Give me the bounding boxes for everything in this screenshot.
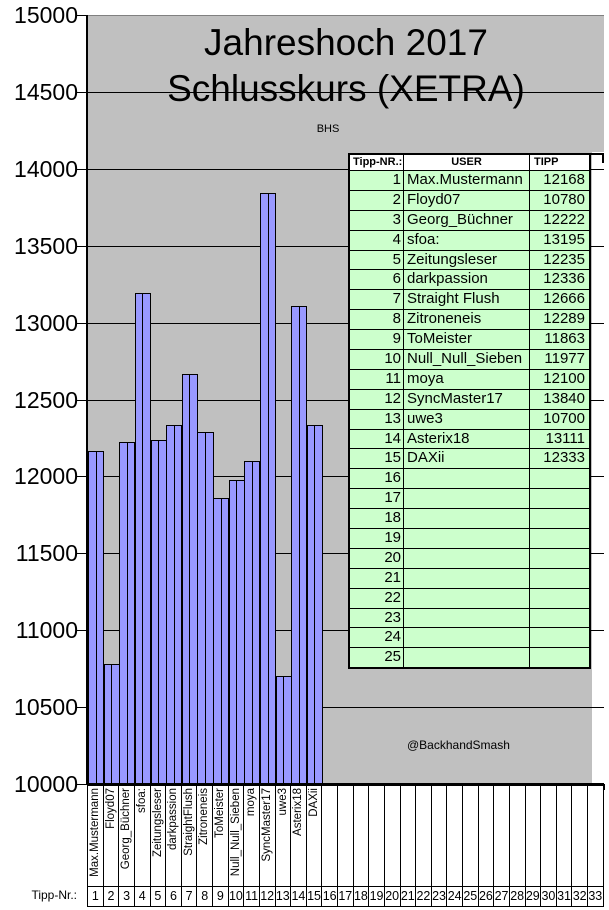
table-cell-user: Asterix18 (404, 430, 530, 450)
y-axis-label: 10000 (14, 771, 78, 797)
x-label-name: Zitroneneis (198, 788, 211, 845)
table-cell-tipp: 11863 (530, 330, 589, 350)
x-label-name: Null_Null_Sieben (229, 788, 242, 877)
x-label-name: moya (245, 788, 258, 817)
table-cell-nr: 10 (350, 350, 404, 370)
x-label-name-cell (447, 786, 463, 886)
x-label-name-cell (432, 786, 448, 886)
x-label-number: 3 (119, 887, 135, 906)
table-cell-tipp (530, 529, 589, 549)
x-label-number: 5 (151, 887, 167, 906)
bar-13 (276, 676, 292, 784)
x-label-name: SyncMaster17 (260, 788, 273, 862)
x-axis-title: Tipp-Nr.: (31, 888, 77, 902)
table-cell-tipp (530, 509, 589, 529)
x-label-name-cell (213, 786, 229, 886)
table-cell-user: moya (404, 370, 530, 390)
x-label-name-cell (166, 786, 182, 886)
table-cell-user (404, 549, 530, 569)
x-label-number: 15 (307, 887, 323, 906)
table-cell-nr: 8 (350, 310, 404, 330)
table-cell-nr: 18 (350, 509, 404, 529)
x-label-number: 4 (135, 887, 151, 906)
table-cell-tipp: 12666 (530, 290, 589, 310)
table-cell-user: darkpassion (404, 270, 530, 290)
table-cell-user: SyncMaster17 (404, 390, 530, 410)
y-axis-label: 11500 (15, 540, 78, 567)
table-cell-user (404, 489, 530, 509)
x-label-name-cell (526, 786, 542, 886)
table-cell-user: Straight Flush (404, 290, 530, 310)
table-cell-nr: 11 (350, 370, 404, 390)
bar-15 (307, 425, 323, 784)
x-label-number: 14 (291, 887, 307, 906)
table-cell-tipp (530, 469, 589, 489)
table-cell-tipp: 12289 (530, 310, 589, 330)
table-cell-nr: 20 (350, 549, 404, 569)
x-label-number: 22 (416, 887, 432, 906)
x-label-name-cell (463, 786, 479, 886)
x-label-number: 17 (338, 887, 354, 906)
watermark-text: @BackhandSmash (407, 738, 510, 752)
x-label-name-cell (244, 786, 260, 886)
x-label-number: 28 (510, 887, 526, 906)
x-label-name-cell (416, 786, 432, 886)
x-label-number: 20 (385, 887, 401, 906)
table-cell-nr: 17 (350, 489, 404, 509)
table-cell-user (404, 609, 530, 629)
x-label-name-cell (510, 786, 526, 886)
table-cell-nr: 7 (350, 290, 404, 310)
x-label-number: 19 (369, 887, 385, 906)
table-cell-nr: 12 (350, 390, 404, 410)
y-axis-label: 11000 (15, 617, 78, 644)
x-label-number: 6 (166, 887, 182, 906)
x-label-name: darkpassion (167, 788, 180, 851)
x-axis-name-labels-row (87, 785, 604, 887)
y-axis-label: 13500 (14, 232, 78, 259)
x-label-name: ToMeister (214, 788, 226, 838)
table-cell-user (404, 569, 530, 589)
tip-table-header-user: USER (404, 155, 530, 171)
table-cell-user: ToMeister (404, 330, 530, 350)
table-cell-tipp: 12222 (530, 211, 589, 231)
y-axis-label: 14000 (14, 155, 78, 182)
y-axis-label: 13000 (14, 309, 78, 336)
x-label-name-cell (260, 786, 276, 886)
x-label-number: 9 (213, 887, 229, 906)
table-cell-nr: 5 (350, 251, 404, 271)
x-label-number: 7 (182, 887, 198, 906)
bar-12 (260, 193, 276, 784)
chart-title (88, 20, 604, 112)
x-label-name-cell (354, 786, 370, 886)
table-cell-tipp: 12168 (530, 171, 589, 191)
x-label-name: Max.Mustermann (89, 788, 101, 877)
table-cell-nr: 22 (350, 589, 404, 609)
table-cell-nr: 24 (350, 628, 404, 648)
table-cell-user (404, 628, 530, 648)
table-cell-user: Null_Null_Sieben (404, 350, 530, 370)
x-label-name-cell (322, 786, 338, 886)
table-cell-nr: 25 (350, 648, 404, 667)
x-label-name: DAXii (307, 788, 320, 817)
y-axis-label: 12500 (14, 386, 78, 413)
table-cell-user: Zeitungsleser (404, 251, 530, 271)
x-label-number: 2 (104, 887, 120, 906)
tip-table (348, 153, 591, 669)
x-label-name-cell (494, 786, 510, 886)
chart-title-line2: Schlusskurs (XETRA) (167, 68, 525, 109)
x-label-number: 12 (260, 887, 276, 906)
table-cell-nr: 19 (350, 529, 404, 549)
x-label-name-cell (151, 786, 167, 886)
chart-title-line1: Jahreshoch 2017 (204, 22, 488, 63)
x-label-name-cell (479, 786, 495, 886)
table-cell-nr: 15 (350, 449, 404, 469)
x-label-name-cell (291, 786, 307, 886)
x-label-name-cell (541, 786, 557, 886)
x-label-number: 24 (447, 887, 463, 906)
x-label-number: 1 (88, 887, 104, 906)
x-label-number: 27 (494, 887, 510, 906)
table-cell-tipp: 11977 (530, 350, 589, 370)
bar-11 (244, 461, 260, 784)
table-cell-tipp: 10700 (530, 410, 589, 430)
table-cell-tipp: 13195 (530, 231, 589, 251)
bar-7 (182, 374, 198, 784)
x-label-number: 29 (526, 887, 542, 906)
x-axis-number-labels-row (87, 887, 604, 907)
x-label-name-cell (135, 786, 151, 886)
x-label-name-cell (104, 786, 120, 886)
bar-5 (151, 440, 167, 784)
x-label-name: Zeitungsleser (151, 788, 164, 858)
table-cell-nr: 21 (350, 569, 404, 589)
bar-6 (166, 425, 182, 784)
table-cell-tipp (530, 648, 589, 667)
table-cell-tipp (530, 549, 589, 569)
x-label-name-cell (307, 786, 323, 886)
x-label-number: 18 (354, 887, 370, 906)
x-label-number: 11 (244, 887, 260, 906)
table-cell-tipp: 12336 (530, 270, 589, 290)
y-axis-label: 15000 (14, 2, 78, 28)
table-cell-nr: 6 (350, 270, 404, 290)
x-label-name: Asterix18 (292, 788, 305, 836)
y-axis-label: 10500 (14, 694, 78, 721)
plot-right-margin (592, 152, 609, 784)
table-cell-tipp (530, 489, 589, 509)
table-cell-tipp: 13111 (530, 430, 589, 450)
series-label-bhs: BHS (316, 123, 340, 135)
table-cell-user: DAXii (404, 449, 530, 469)
table-cell-tipp (530, 589, 589, 609)
x-label-name-cell (369, 786, 385, 886)
x-label-name-cell (557, 786, 573, 886)
x-label-name-cell (88, 786, 104, 886)
bar-1 (88, 451, 104, 784)
y-axis-label: 12000 (14, 463, 78, 490)
x-label-number: 23 (432, 887, 448, 906)
tip-table-extra-column-border (591, 153, 604, 163)
table-cell-nr: 4 (350, 231, 404, 251)
bar-10 (229, 480, 245, 784)
bar-8 (197, 432, 213, 784)
table-cell-user (404, 648, 530, 667)
x-label-number: 10 (229, 887, 245, 906)
x-label-name: Floyd07 (104, 788, 117, 829)
gridline (88, 15, 604, 16)
table-cell-user (404, 529, 530, 549)
table-cell-user: Zitroneneis (404, 310, 530, 330)
x-label-name-cell (385, 786, 401, 886)
table-cell-user (404, 509, 530, 529)
table-cell-tipp: 13840 (530, 390, 589, 410)
x-label-number: 33 (588, 887, 604, 906)
table-cell-user: sfoa: (404, 231, 530, 251)
table-cell-tipp (530, 609, 589, 629)
table-cell-user: Floyd07 (404, 191, 530, 211)
table-cell-tipp: 12100 (530, 370, 589, 390)
table-cell-user: Max.Mustermann (404, 171, 530, 191)
tip-table-header-nr: Tipp-NR.: (350, 155, 404, 171)
x-label-name-cell (197, 786, 213, 886)
table-cell-nr: 2 (350, 191, 404, 211)
table-cell-nr: 1 (350, 171, 404, 191)
table-cell-tipp: 10780 (530, 191, 589, 211)
table-cell-user: Georg_Büchner (404, 211, 530, 231)
bar-4 (135, 293, 151, 784)
x-label-number: 30 (541, 887, 557, 906)
table-cell-tipp (530, 628, 589, 648)
x-label-number: 25 (463, 887, 479, 906)
table-cell-tipp: 12333 (530, 449, 589, 469)
x-label-name-cell (588, 786, 604, 886)
table-cell-nr: 23 (350, 609, 404, 629)
x-label-name-cell (401, 786, 417, 886)
table-cell-nr: 9 (350, 330, 404, 350)
table-cell-user: uwe3 (404, 410, 530, 430)
x-label-number: 13 (276, 887, 292, 906)
table-cell-tipp: 12235 (530, 251, 589, 271)
x-label-name-cell (119, 786, 135, 886)
bar-3 (119, 442, 135, 784)
x-label-name-cell (572, 786, 588, 886)
x-label-name: uwe3 (276, 788, 289, 816)
bar-9 (213, 498, 229, 785)
x-label-name: Georg_Büchner (120, 788, 133, 870)
x-label-number: 16 (322, 887, 338, 906)
x-label-number: 26 (479, 887, 495, 906)
x-label-number: 21 (401, 887, 417, 906)
table-cell-nr: 16 (350, 469, 404, 489)
table-cell-nr: 14 (350, 430, 404, 450)
table-cell-user (404, 469, 530, 489)
tip-table-header-tipp: TIPP (530, 155, 589, 171)
x-label-number: 31 (557, 887, 573, 906)
bar-14 (291, 306, 307, 785)
tip-table-grid (350, 155, 589, 667)
x-label-name-cell (229, 786, 245, 886)
table-cell-tipp (530, 569, 589, 589)
x-label-number: 8 (197, 887, 213, 906)
table-cell-user (404, 589, 530, 609)
x-label-number: 32 (572, 887, 588, 906)
bar-2 (104, 664, 120, 784)
x-label-name: sfoa: (135, 788, 148, 813)
x-label-name-cell (182, 786, 198, 886)
y-axis-label: 14500 (14, 78, 78, 105)
x-label-name-cell (276, 786, 292, 886)
x-label-name: StraightFlush (182, 788, 195, 856)
x-label-name-cell (338, 786, 354, 886)
table-cell-nr: 3 (350, 211, 404, 231)
table-cell-nr: 13 (350, 410, 404, 430)
